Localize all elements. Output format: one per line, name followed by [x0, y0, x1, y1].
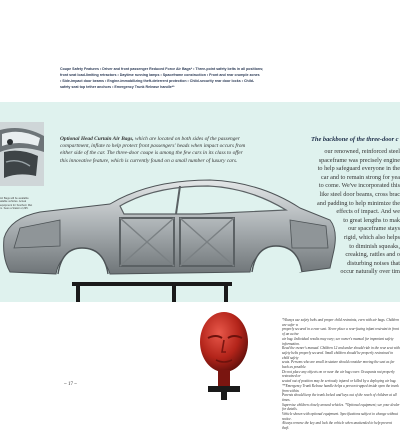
- safety-line: Coupe Safety Features • Driver and front passenger Reduced Force Air Bags* • Three-point safety belts in all positions;: [60, 67, 264, 71]
- footnote-line: Always remove the key and lock the vehicle when unattended to help prevent theft.: [282, 421, 392, 431]
- footnote-line: safety belts properly secured. Small children should be properly restrained in child safety: [282, 350, 394, 360]
- airbag-line: which are located on both sides of the passenger: [135, 136, 240, 142]
- backbone-line: disturbing noises that: [347, 259, 400, 267]
- airbag-line: this innovative feature, which is currently found on a small number of luxury cars.: [60, 157, 238, 164]
- footnote-line: Do not place any objects on or near the air bag cover. Occupants not properly restrained or: [282, 369, 395, 379]
- safety-footnote: [282, 318, 400, 431]
- crash-test-dummy-head: [192, 310, 256, 400]
- backbone-line: effects of impact. And we: [336, 208, 400, 216]
- inset-caption-line: m. Sees a Station 2,295.: [0, 207, 29, 211]
- safety-line: • Side-impact door beams • Engine-immobilizing theft-deterrent protection • Child-security rear door locks • Child-: [60, 79, 255, 83]
- airbag-line: either side of the car. The three-door coupe is among the few cars in its class to offer: [60, 150, 243, 157]
- page-number: ~ 17 ~: [64, 382, 77, 387]
- safety-features-list: [60, 66, 300, 90]
- backbone-line: to help safeguard everyone in the: [317, 165, 400, 173]
- footnote-line: Read the owner's manual. Children 12 and under should ride in the rear seat with: [282, 346, 400, 351]
- footnote-line: Supervise children closely around vehicles. *Optional equipment; see your dealer for details.: [282, 402, 400, 412]
- backbone-line: our renowned, reinforced steel: [324, 148, 400, 155]
- backbone-paragraph: [280, 148, 400, 277]
- footnote-line: properly secured in a rear seat. Never place a rear-facing infant restraint in front of an active: [282, 327, 399, 337]
- backbone-line: creaking, rattles and o: [345, 251, 400, 259]
- safety-line: front seat load-limiting retractors • Daytime running lamps • Spaceframe construction • Front and rear crumple zones: [60, 73, 260, 77]
- backbone-line: to come. We've incorporated this: [318, 182, 400, 190]
- footnote-line: Vehicle shown with optional equipment. Specifications subject to change without notice.: [282, 412, 398, 421]
- backbone-heading: The backbone of the three-door c: [311, 136, 399, 143]
- backbone-line: like steel door beams, cross brac: [319, 190, 400, 198]
- airbag-lead: Optional Head Curtain Air Bags,: [60, 136, 134, 142]
- footnote-line: Parents should keep the trunk locked and keys out of the reach of children at all times.: [282, 393, 397, 402]
- footnote-line: air bag. Individual results may vary; see owner's manual for important safety information.: [282, 336, 394, 346]
- backbone-line: to great lengths to mak: [343, 216, 400, 224]
- footnote-line: seats. Persons who are small in stature should consider moving the seat as far back as possible.: [282, 360, 395, 370]
- backbone-line: to diminish squeaks,: [349, 242, 400, 250]
- safety-line: safety seat top tether anchors • Emergency Trunk Release handle**: [60, 85, 175, 89]
- backbone-line: car and to remain strong for yea: [320, 173, 400, 181]
- inset-caption-line: equipment for Southern Met: [0, 203, 33, 207]
- footnote-line: **Emergency Trunk Release handle helps a person trapped inside open the trunk from within.: [282, 383, 399, 393]
- footnote-line: seated out of position may be seriously injured or killed by a deploying air bag.: [282, 379, 397, 384]
- backbone-line: rigid, which also helps: [343, 233, 400, 241]
- footnote-line: *Always use safety belts and proper child restraints, even with air bags. Children are safer w: [282, 318, 399, 327]
- backbone-line: occur naturally over tim: [340, 268, 400, 276]
- backbone-line: our spaceframe stays: [348, 225, 400, 233]
- backbone-line: and padding to help minimize the: [317, 199, 400, 207]
- airbag-paragraph: [60, 136, 290, 165]
- inset-caption-line: Air Bags will be available: [0, 197, 29, 200]
- inset-caption-line: ailable vehicles. Actual: [0, 200, 27, 204]
- airbag-line: compartment, inflate to help protect front passengers' heads when impact occurs from: [60, 143, 246, 150]
- backbone-line: spaceframe was precisely engine: [318, 156, 400, 164]
